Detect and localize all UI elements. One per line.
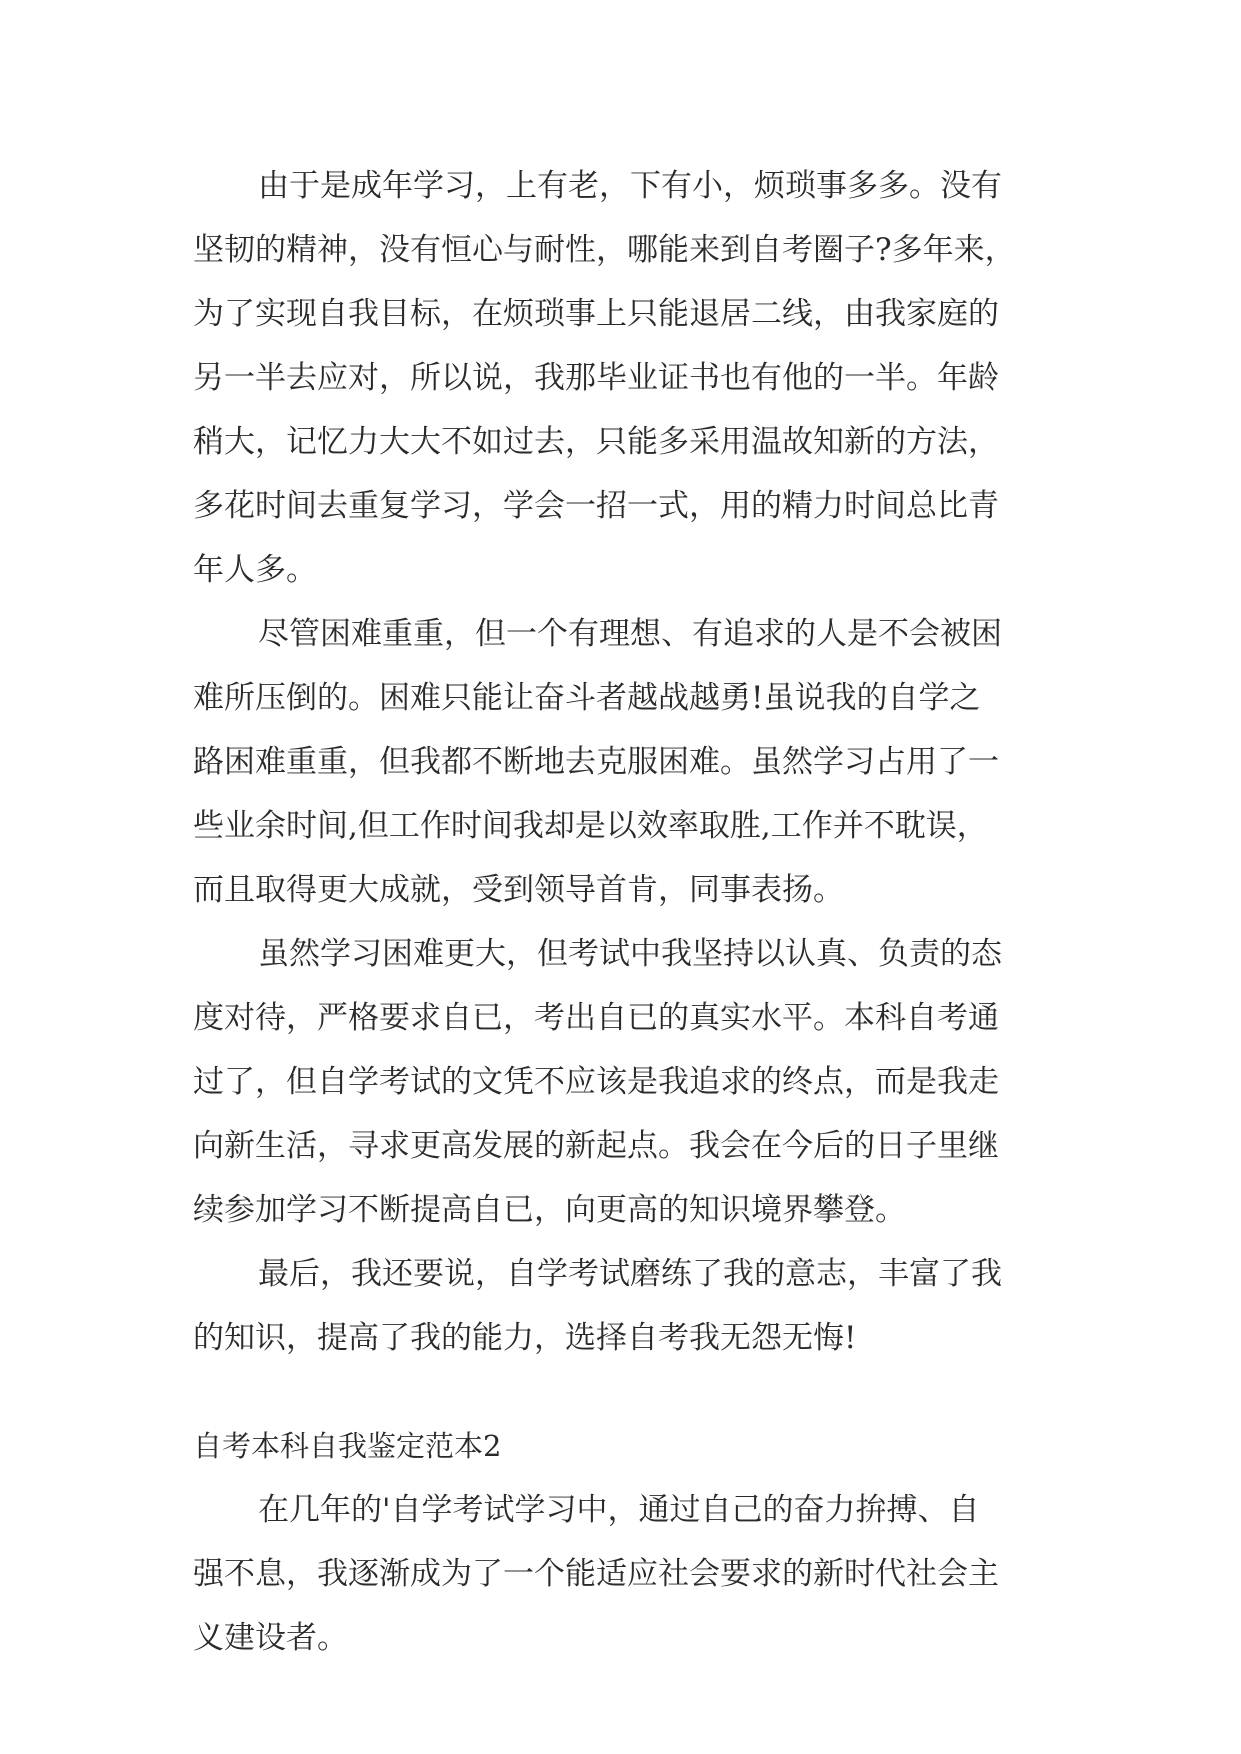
paragraph-5-line-3: 义建设者。 (193, 1620, 348, 1656)
paragraph-1-line-6: 多花时间去重复学习，学会一招一式，用的精力时间总比青 (193, 488, 999, 524)
paragraph-2-line-1: 尽管困难重重，但一个有理想、有追求的人是不会被困 (258, 616, 1002, 652)
paragraph-1-line-2: 坚韧的精神，没有恒心与耐性，哪能来到自考圈子?多年来， (193, 232, 1016, 268)
paragraph-1-line-1: 由于是成年学习，上有老，下有小，烦琐事多多。没有 (258, 168, 1002, 204)
paragraph-4-line-1: 最后，我还要说，自学考试磨练了我的意志，丰富了我 (258, 1256, 1002, 1292)
paragraph-3-line-5: 续参加学习不断提高自已，向更高的知识境界攀登。 (193, 1192, 906, 1228)
paragraph-3-line-3: 过了，但自学考试的文凭不应该是我追求的终点，而是我走 (193, 1064, 999, 1100)
section-heading: 自考本科自我鉴定范本2 (193, 1429, 502, 1463)
paragraph-2-line-5: 而且取得更大成就，受到领导首肯，同事表扬。 (193, 872, 844, 908)
paragraph-2-line-2: 难所压倒的。困难只能让奋斗者越战越勇!虽说我的自学之 (193, 680, 981, 716)
paragraph-5-line-2: 强不息，我逐渐成为了一个能适应社会要求的新时代社会主 (193, 1556, 999, 1592)
paragraph-1-line-7: 年人多。 (193, 552, 317, 588)
paragraph-3-line-4: 向新生活，寻求更高发展的新起点。我会在今后的日子里继 (193, 1128, 999, 1164)
paragraph-5-line-1: 在几年的'自学考试学习中，通过自己的奋力拚搏、自 (258, 1492, 980, 1528)
paragraph-3-line-2: 度对待，严格要求自已，考出自已的真实水平。本科自考通 (193, 1000, 999, 1036)
paragraph-3-line-1: 虽然学习困难更大，但考试中我坚持以认真、负责的态 (258, 936, 1002, 972)
paragraph-1-line-4: 另一半去应对，所以说，我那毕业证书也有他的一半。年龄 (193, 360, 999, 396)
paragraph-2-line-3: 路困难重重，但我都不断地去克服困难。虽然学习占用了一 (193, 744, 999, 780)
paragraph-1-line-5: 稍大，记忆力大大不如过去，只能多采用温故知新的方法， (193, 424, 999, 460)
paragraph-4-line-2: 的知识，提高了我的能力，选择自考我无怨无悔! (193, 1320, 857, 1356)
paragraph-2-line-4: 些业余时间,但工作时间我却是以效率取胜,工作并不耽误， (193, 808, 988, 844)
paragraph-1-line-3: 为了实现自我目标，在烦琐事上只能退居二线，由我家庭的 (193, 296, 999, 332)
